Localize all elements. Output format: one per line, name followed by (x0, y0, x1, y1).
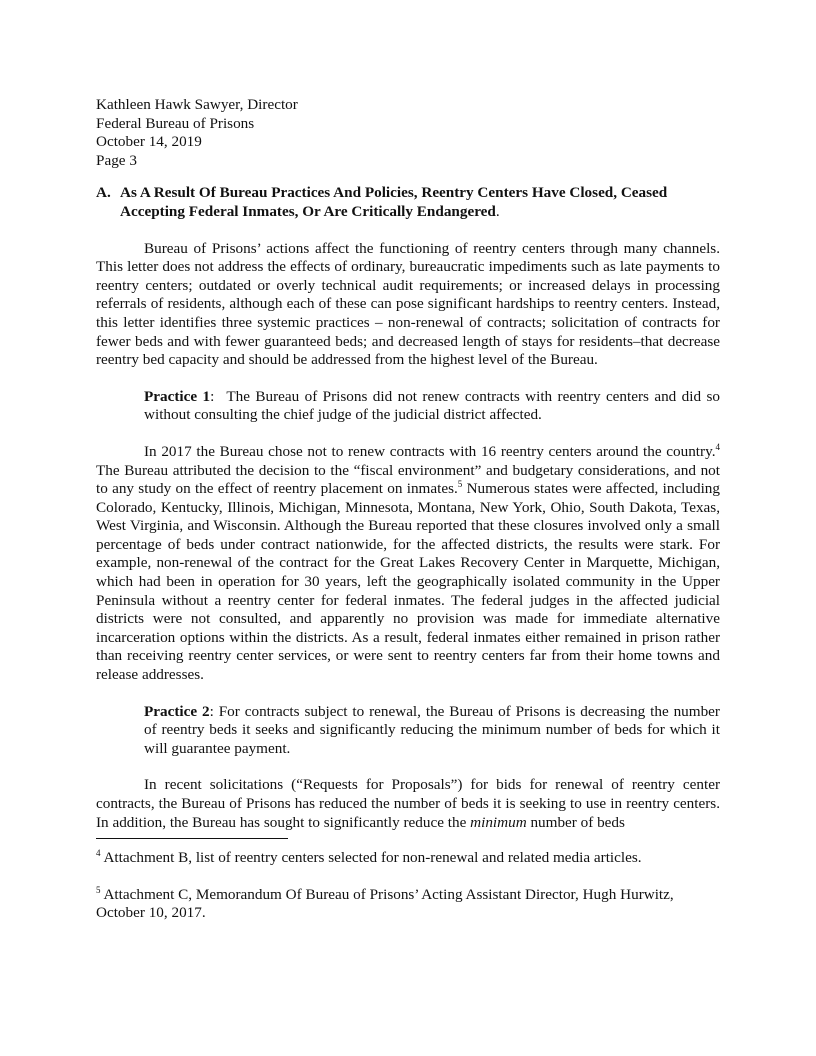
recipient-name: Kathleen Hawk Sawyer, Director (96, 96, 298, 113)
letter-page (96, 96, 720, 923)
section-title-period: . (495, 202, 500, 220)
solicitations-paragraph (96, 776, 720, 832)
closures-paragraph (96, 443, 720, 685)
footnote-ref-5[interactable]: 5 (457, 479, 463, 490)
footnote-4 (96, 849, 720, 868)
section-number: A. (96, 184, 111, 202)
page-number: Page 3 (96, 151, 137, 169)
letter-header (96, 96, 720, 170)
practice-1-text: The Bureau of Prisons did not renew contracts with reentry centers and did so without consulting the chief judge of the judicial district affected. (144, 387, 720, 424)
closures-text-a: In 2017 the Bureau chose not to renew contracts with 16 reentry centers around the country. (144, 442, 716, 460)
practice-1-colon: : (210, 387, 215, 405)
footnote-5-number: 5 (96, 884, 101, 895)
closures-text-b: The Bureau attributed the decision to the “fiscal environment” and budgetary considerations, and not to any study on the effect of reentry placement on inmates. (96, 461, 720, 498)
footnote-4-text: Attachment B, list of reentry centers selected for non-renewal and related media articles. (100, 849, 642, 867)
section-title: As A Result Of Bureau Practices And Policies, Reentry Centers Have Closed, Ceased Accepting Federal Inmates, Or Are Critically Endangered (120, 184, 668, 220)
practice-2 (144, 703, 720, 759)
practice-2-text: : For contracts subject to renewal, the Bureau of Prisons is decreasing the number of reentry beds it seeks and significantly reducing the minimum number of beds for which it will guarantee payment. (144, 702, 720, 757)
solicitations-text-a: In recent solicitations (“Requests for Proposals”) for bids for renewal of reentry center contracts, the Bureau of Prisons has reduced the number of beds it is seeking to use in reentry centers. In addition, the Bureau has sought to significantly reduce the (96, 776, 720, 831)
recipient-org: Federal Bureau of Prisons (96, 114, 255, 132)
intro-paragraph: Bureau of Prisons’ actions affect the functioning of reentry centers through many channels. This letter does not address the effects of ordinary, bureaucratic impediments such as late payments to reentry centers; outdated or overly technical audit requirements; or increased delays in processing referrals of residents, although each of these can pose significant hardships to reentry centers. Instead, this letter identifies three systemic practices – non-renewal of contracts; solicitation of contracts for fewer beds and with fewer guaranteed beds; and decreased length of stays for residents–that decrease reentry bed capacity and should be addressed from the highest level of the Bureau. (96, 239, 720, 369)
footnote-divider (96, 838, 288, 839)
solicitations-emphasis: minimum (470, 813, 527, 831)
footnote-ref-4[interactable]: 4 (715, 441, 720, 452)
footnote-5-text: Attachment C, Memorandum Of Bureau of Prisons’ Acting Assistant Director, Hugh Hurwitz, October 10, 2017. (96, 885, 674, 922)
solicitations-text-b: number of beds (526, 813, 625, 831)
section-heading (96, 184, 720, 221)
footnote-4-number: 4 (96, 848, 101, 859)
footnote-5 (96, 886, 720, 923)
letter-date: October 14, 2019 (96, 133, 202, 151)
closures-text-c: Numerous states were affected, including Colorado, Kentucky, Illinois, Michigan, Minnesota, Montana, New York, Ohio, South Dakota, Texas, West Virginia, and Wisconsin. Although the Bureau reported that these closures involved only a small percentage of beds under contract nationwide, for the affected districts, the results were stark. For example, non-renewal of the contract for the Great Lakes Recovery Center in Marquette, Michigan, which had been in operation for 30 years, left the geographically isolated community in the Upper Peninsula without a reentry center for federal inmates. The federal judges in the affected judicial districts were not consulted, and apparently no provision was made for immediate alternative incarceration options within the districts. As a result, federal inmates either remained in prison rather than receiving reentry center services, or were sent to reentry centers far from their home towns and release addresses. (96, 480, 720, 684)
practice-2-label: Practice 2 (144, 702, 210, 720)
practice-1-label: Practice 1 (144, 387, 211, 405)
practice-1 (144, 388, 720, 425)
